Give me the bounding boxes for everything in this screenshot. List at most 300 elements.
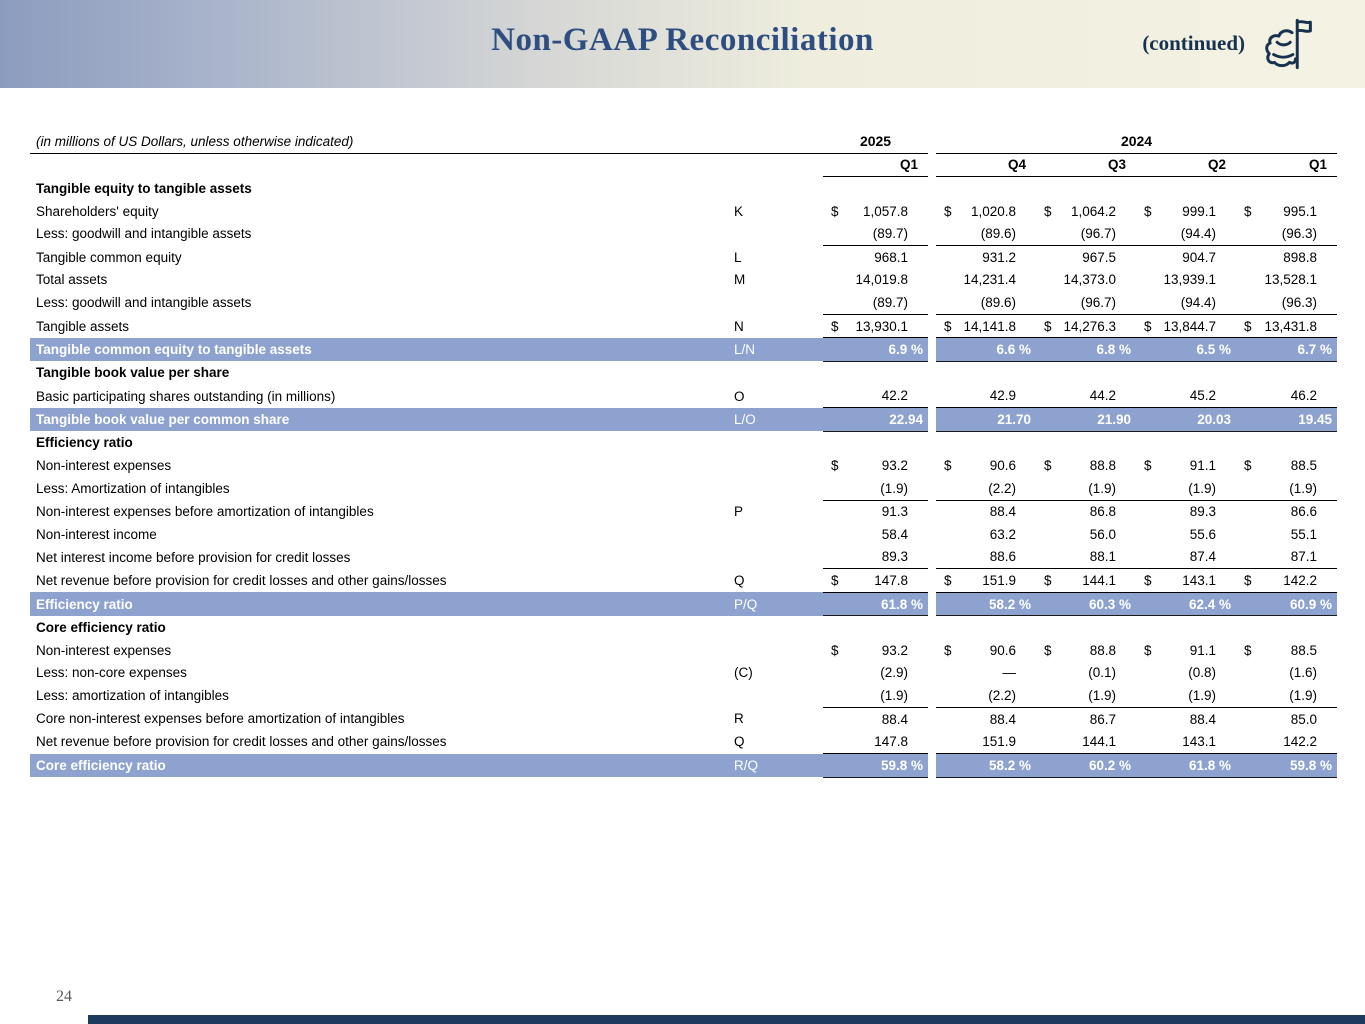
dollar-cell: $ [823, 314, 843, 338]
value-cell: 14,231.4 [963, 272, 1017, 288]
value-cell: 6.7 % [1256, 338, 1337, 362]
table-header [30, 130, 1337, 177]
row-ref: M [734, 272, 746, 288]
dollar-cell [1136, 222, 1156, 245]
dollar-cell: $ [944, 203, 952, 219]
data-row [30, 569, 1337, 593]
dollar-cell [1036, 500, 1056, 523]
value-cell: — [1002, 665, 1017, 681]
value-cell: 55.6 [1189, 526, 1217, 542]
value-cell: (2.2) [956, 477, 1036, 500]
value-cell: 86.8 [1089, 504, 1117, 520]
dollar-cell [1236, 754, 1256, 778]
value-cell: (1.9) [1056, 684, 1136, 707]
dollar-cell [1136, 684, 1156, 707]
value-cell: 88.6 [956, 546, 1036, 569]
value-cell: 88.1 [1056, 546, 1136, 569]
value-cell: 967.5 [1082, 249, 1117, 265]
dollar-cell [1136, 500, 1156, 523]
value-cell: 58.2 % [956, 754, 1036, 778]
row-ref [728, 431, 823, 454]
dollar-cell: $ [1236, 569, 1256, 593]
dollar-cell [823, 684, 843, 707]
row-ref [728, 523, 823, 546]
value-cell: 85.0 [1290, 711, 1318, 727]
dollar-cell [1036, 616, 1056, 639]
row-ref: P [734, 504, 744, 520]
value-cell: 19.45 [1256, 408, 1337, 432]
dollar-cell [823, 730, 843, 753]
value-cell [1056, 361, 1136, 384]
row-ref [728, 477, 823, 500]
dollar-cell [1136, 338, 1156, 362]
value-cell: 1,057.8 [862, 203, 909, 219]
dollar-cell [1236, 707, 1256, 730]
data-row [30, 269, 1337, 292]
row-ref [728, 616, 823, 639]
dollar-cell [936, 592, 956, 616]
row-ref: Q [734, 573, 745, 589]
column-gap [928, 523, 936, 546]
dollar-cell [936, 477, 956, 500]
dollar-cell [1136, 523, 1156, 546]
data-row [30, 245, 1337, 268]
row-label: Tangible assets [36, 318, 130, 334]
row-ref [728, 177, 823, 200]
column-gap [928, 454, 936, 477]
value-cell: (1.9) [1256, 477, 1337, 500]
data-row [30, 477, 1337, 500]
value-cell: 88.5 [1290, 458, 1318, 474]
value-cell: 144.1 [1056, 730, 1136, 753]
dollar-cell: $ [831, 642, 839, 658]
unit-note: (in millions of US Dollars, unless otherwise indicated) [30, 130, 823, 153]
dollar-cell [1036, 338, 1056, 362]
highlight-row [30, 592, 1337, 616]
value-cell: (94.4) [1156, 222, 1236, 245]
dollar-cell: $ [1136, 569, 1156, 593]
value-cell [1156, 431, 1236, 454]
lion-logo-icon [1257, 16, 1313, 72]
dollar-cell [1036, 592, 1056, 616]
value-cell: 147.8 [843, 730, 928, 753]
year-label-2025: 2025 [823, 130, 928, 153]
dollar-cell: $ [1044, 203, 1052, 219]
value-cell: 91.3 [881, 504, 909, 520]
dollar-cell [1236, 500, 1256, 523]
dollar-cell [823, 408, 843, 432]
highlight-row [30, 408, 1337, 432]
data-row [30, 222, 1337, 245]
dollar-cell [1236, 546, 1256, 569]
quarter-label: Q1 [823, 153, 928, 177]
dollar-cell [1136, 616, 1156, 639]
row-label: Tangible book value per share [36, 365, 230, 381]
column-gap [928, 662, 936, 685]
column-gap [928, 730, 936, 753]
value-cell: 44.2 [1056, 385, 1136, 408]
value-cell: 22.94 [843, 408, 928, 432]
dollar-cell [823, 361, 843, 384]
quarter-label: Q1 [1236, 153, 1337, 177]
value-cell: 142.2 [1256, 569, 1337, 593]
value-cell [1056, 431, 1136, 454]
value-cell: 88.8 [1089, 458, 1117, 474]
column-gap [928, 130, 936, 153]
column-gap [928, 546, 936, 569]
value-cell: (96.7) [1056, 222, 1136, 245]
value-cell: (2.2) [956, 684, 1036, 707]
row-label: Non-interest expenses before amortization of intangibles [36, 504, 374, 520]
value-cell [1156, 177, 1236, 200]
dollar-cell: $ [1144, 203, 1152, 219]
value-cell: (89.6) [956, 291, 1036, 314]
dollar-cell [823, 662, 843, 685]
value-cell: 93.2 [881, 642, 909, 658]
value-cell: 88.4 [881, 711, 909, 727]
value-cell [956, 616, 1036, 639]
dollar-cell [1036, 754, 1056, 778]
value-cell [1256, 361, 1337, 384]
dollar-cell [936, 338, 956, 362]
quarter-label: Q3 [1036, 153, 1136, 177]
dollar-cell: $ [1244, 203, 1252, 219]
dollar-cell [936, 431, 956, 454]
value-cell: 60.9 % [1256, 592, 1337, 616]
dollar-cell [1136, 662, 1156, 685]
dollar-cell [1136, 177, 1156, 200]
quarter-header-row [30, 153, 1337, 177]
row-ref [728, 454, 823, 477]
value-cell: 87.1 [1256, 546, 1337, 569]
value-cell: (96.7) [1056, 291, 1136, 314]
row-label: Efficiency ratio [36, 435, 133, 451]
column-gap [928, 684, 936, 707]
dollar-cell [936, 523, 956, 546]
column-gap [928, 269, 936, 292]
section-row [30, 431, 1337, 454]
value-cell: 147.8 [843, 569, 928, 593]
row-label: Net revenue before provision for credit losses and other gains/losses [36, 573, 447, 589]
row-label: Less: Amortization of intangibles [36, 480, 230, 496]
row-ref [728, 546, 823, 569]
row-ref [728, 639, 823, 662]
value-cell: 14,373.0 [1063, 272, 1117, 288]
column-gap [928, 338, 936, 362]
dollar-cell [823, 291, 843, 314]
dollar-cell [1136, 385, 1156, 408]
dollar-cell [1036, 523, 1056, 546]
dollar-cell [1136, 291, 1156, 314]
value-cell: 42.9 [956, 385, 1036, 408]
dollar-cell [936, 361, 956, 384]
dollar-cell: $ [1244, 458, 1252, 474]
dollar-cell: $ [1036, 569, 1056, 593]
row-label: Tangible equity to tangible assets [36, 180, 252, 196]
dollar-cell: $ [936, 314, 956, 338]
value-cell: 13,930.1 [843, 314, 928, 338]
dollar-cell [1236, 408, 1256, 432]
row-ref: Q [734, 734, 745, 750]
row-ref: R/Q [728, 754, 823, 778]
dollar-cell [1136, 546, 1156, 569]
value-cell: 88.4 [1189, 711, 1217, 727]
value-cell: (89.7) [843, 291, 928, 314]
dollar-cell [1236, 684, 1256, 707]
column-gap [928, 754, 936, 778]
value-cell: (0.8) [1188, 665, 1217, 681]
column-gap [928, 477, 936, 500]
value-cell: 58.2 % [956, 592, 1036, 616]
dollar-cell: $ [1244, 642, 1252, 658]
dollar-cell [1236, 523, 1256, 546]
year-header-row [30, 130, 1337, 153]
value-cell: 21.90 [1056, 408, 1136, 432]
column-gap [928, 569, 936, 593]
value-cell [1156, 361, 1236, 384]
column-gap [928, 222, 936, 245]
row-label: Tangible common equity [36, 249, 182, 265]
dollar-cell [1036, 431, 1056, 454]
dollar-cell [1036, 245, 1056, 268]
dollar-cell [1036, 408, 1056, 432]
section-row [30, 361, 1337, 384]
dollar-cell [1236, 222, 1256, 245]
row-label: Basic participating shares outstanding (in millions) [36, 388, 336, 404]
column-gap [928, 361, 936, 384]
column-gap [928, 177, 936, 200]
dollar-cell [936, 616, 956, 639]
dollar-cell [823, 385, 843, 408]
value-cell: 995.1 [1283, 203, 1318, 219]
row-label: Tangible book value per common share [30, 408, 728, 432]
dollar-cell [936, 408, 956, 432]
value-cell: 6.6 % [956, 338, 1036, 362]
dollar-cell: $ [944, 458, 952, 474]
data-row [30, 730, 1337, 753]
section-row [30, 177, 1337, 200]
row-label: Non-interest expenses [36, 642, 172, 658]
dollar-cell: $ [944, 642, 952, 658]
dollar-cell [1036, 684, 1056, 707]
value-cell: 46.2 [1256, 385, 1337, 408]
value-cell: (1.9) [843, 477, 928, 500]
row-label: Less: goodwill and intangible assets [36, 226, 252, 242]
dollar-cell [1036, 177, 1056, 200]
row-ref: L [734, 249, 742, 265]
value-cell: 968.1 [874, 249, 909, 265]
dollar-cell [936, 684, 956, 707]
value-cell: 61.8 % [843, 592, 928, 616]
row-ref: N [734, 318, 744, 334]
page-number: 24 [56, 988, 72, 1005]
value-cell: 20.03 [1156, 408, 1236, 432]
dollar-cell: $ [1236, 314, 1256, 338]
value-cell [1056, 177, 1136, 200]
dollar-cell [1136, 269, 1156, 292]
value-cell [843, 431, 928, 454]
dollar-cell [1036, 730, 1056, 753]
dollar-cell [1036, 546, 1056, 569]
year-label-2024: 2024 [936, 130, 1337, 153]
value-cell: 90.6 [989, 458, 1017, 474]
column-gap [928, 707, 936, 730]
value-cell: 904.7 [1182, 249, 1217, 265]
value-cell: 63.2 [989, 526, 1017, 542]
value-cell: 89.3 [1189, 504, 1217, 520]
dollar-cell [823, 707, 843, 730]
column-gap [928, 200, 936, 223]
dollar-cell [1036, 385, 1056, 408]
value-cell: (96.3) [1256, 291, 1337, 314]
value-cell: 87.4 [1156, 546, 1236, 569]
data-row [30, 639, 1337, 662]
row-label: Net interest income before provision for credit losses [36, 549, 351, 565]
data-row [30, 291, 1337, 314]
value-cell: (2.9) [880, 665, 909, 681]
dollar-cell [823, 338, 843, 362]
value-cell: 59.8 % [843, 754, 928, 778]
value-cell: (89.6) [956, 222, 1036, 245]
dollar-cell [1236, 730, 1256, 753]
row-label: Tangible common equity to tangible assets [30, 338, 728, 362]
value-cell [1156, 616, 1236, 639]
header-spacer [30, 153, 823, 177]
value-cell: (1.9) [1156, 684, 1236, 707]
column-gap [928, 592, 936, 616]
row-label: Less: amortization of intangibles [36, 688, 229, 704]
value-cell: (1.9) [1256, 684, 1337, 707]
dollar-cell: $ [1036, 314, 1056, 338]
dollar-cell [1136, 477, 1156, 500]
dollar-cell [1236, 477, 1256, 500]
value-cell [843, 177, 928, 200]
dollar-cell [936, 754, 956, 778]
row-label: Core non-interest expenses before amortization of intangibles [36, 711, 405, 727]
dollar-cell [1236, 177, 1256, 200]
value-cell: 151.9 [956, 730, 1036, 753]
value-cell: 144.1 [1056, 569, 1136, 593]
column-gap [928, 385, 936, 408]
dollar-cell [823, 523, 843, 546]
dollar-cell [936, 546, 956, 569]
column-gap [928, 245, 936, 268]
value-cell: 61.8 % [1156, 754, 1236, 778]
row-label: Efficiency ratio [30, 592, 728, 616]
value-cell: (1.6) [1289, 665, 1318, 681]
value-cell [1256, 616, 1337, 639]
row-ref: (C) [734, 665, 753, 681]
value-cell: 90.6 [989, 642, 1017, 658]
dollar-cell [823, 592, 843, 616]
value-cell: (1.9) [1056, 477, 1136, 500]
data-row [30, 546, 1337, 569]
row-ref: K [734, 203, 744, 219]
column-gap [928, 153, 936, 177]
slide-header [0, 0, 1365, 88]
dollar-cell [1036, 269, 1056, 292]
row-ref [728, 361, 823, 384]
dollar-cell: $ [1044, 458, 1052, 474]
value-cell: 1,020.8 [970, 203, 1017, 219]
data-row [30, 385, 1337, 408]
value-cell: 58.4 [881, 526, 909, 542]
data-row [30, 314, 1337, 338]
value-cell: (0.1) [1088, 665, 1117, 681]
dollar-cell [1036, 361, 1056, 384]
row-ref [728, 222, 823, 245]
dollar-cell: $ [936, 569, 956, 593]
dollar-cell [1036, 662, 1056, 685]
value-cell: (1.9) [843, 684, 928, 707]
dollar-cell [1236, 338, 1256, 362]
column-gap [928, 616, 936, 639]
value-cell: 86.7 [1089, 711, 1117, 727]
row-ref: R [734, 711, 744, 727]
row-label: Non-interest expenses [36, 458, 172, 474]
value-cell: 93.2 [881, 458, 909, 474]
value-cell: 89.3 [843, 546, 928, 569]
dollar-cell [1136, 408, 1156, 432]
value-cell: 88.4 [989, 504, 1017, 520]
value-cell [843, 361, 928, 384]
value-cell [956, 431, 1036, 454]
value-cell: 86.6 [1290, 504, 1318, 520]
dollar-cell [1136, 730, 1156, 753]
value-cell: 42.2 [843, 385, 928, 408]
value-cell: 898.8 [1283, 249, 1318, 265]
value-cell: 6.5 % [1156, 338, 1236, 362]
column-gap [928, 500, 936, 523]
row-ref [728, 291, 823, 314]
row-ref: O [734, 388, 745, 404]
value-cell: (96.3) [1256, 222, 1337, 245]
dollar-cell: $ [1044, 642, 1052, 658]
dollar-cell [823, 616, 843, 639]
row-ref: L/O [728, 408, 823, 432]
dollar-cell [936, 222, 956, 245]
dollar-cell [823, 754, 843, 778]
dollar-cell [823, 177, 843, 200]
value-cell: 13,431.8 [1256, 314, 1337, 338]
dollar-cell [1236, 385, 1256, 408]
dollar-cell: $ [831, 458, 839, 474]
reconciliation-table-container [30, 130, 1337, 778]
dollar-cell: $ [823, 569, 843, 593]
row-label: Shareholders' equity [36, 203, 159, 219]
dollar-cell [936, 291, 956, 314]
value-cell: 142.2 [1256, 730, 1337, 753]
value-cell: 931.2 [982, 249, 1017, 265]
value-cell: 60.2 % [1056, 754, 1136, 778]
value-cell [843, 616, 928, 639]
dollar-cell [936, 730, 956, 753]
dollar-cell [823, 245, 843, 268]
section-row [30, 616, 1337, 639]
value-cell: 151.9 [956, 569, 1036, 593]
continued-label: (continued) [1142, 31, 1245, 55]
dollar-cell [1236, 361, 1256, 384]
dollar-cell [936, 245, 956, 268]
row-label: Net revenue before provision for credit losses and other gains/losses [36, 734, 447, 750]
value-cell: 88.4 [989, 711, 1017, 727]
data-row [30, 684, 1337, 707]
value-cell [1056, 616, 1136, 639]
dollar-cell [823, 431, 843, 454]
dollar-cell: $ [1136, 314, 1156, 338]
dollar-cell [1236, 269, 1256, 292]
dollar-cell [1136, 707, 1156, 730]
